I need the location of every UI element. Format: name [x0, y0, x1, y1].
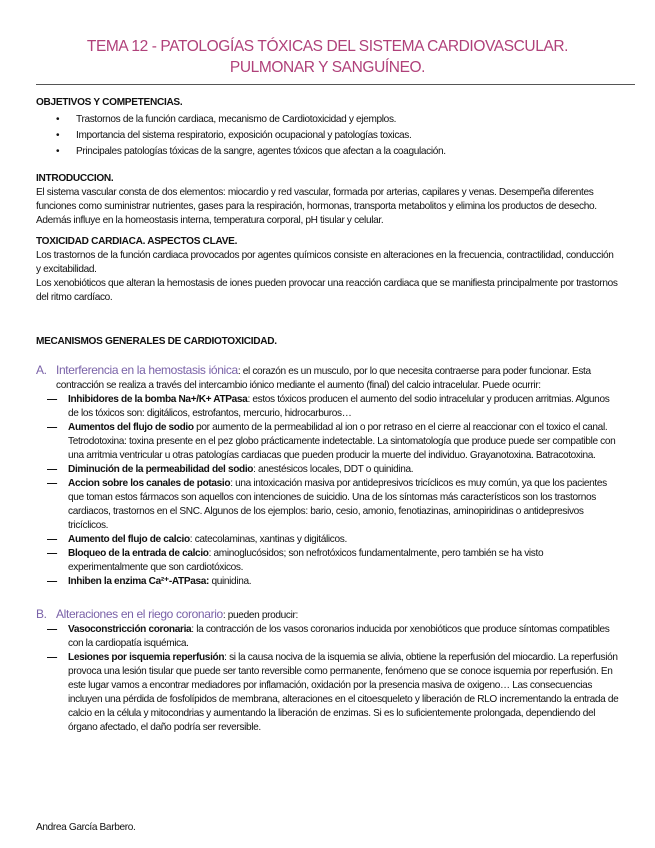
item-term: Inhibidores de la bomba Na+/K+ ATPasa	[68, 394, 248, 405]
item-text: : anestésicos locales, DDT o quinidina.	[253, 464, 414, 475]
item-term: Accion sobre los canales de potasio	[68, 478, 231, 489]
item-term: Bloqueo de la entrada de calcio	[68, 548, 209, 559]
section-a-title: Interferencia en la hemostasis iónica	[56, 363, 238, 377]
item-term: Diminución de la permeabilidad del sodio	[68, 464, 254, 475]
list-item: • Trastornos de la función cardiaca, mecanismo de Cardiotoxicidad y ejemplos.	[36, 112, 620, 128]
toxicidad-heading: TOXICIDAD CARDIACA. ASPECTOS CLAVE.	[36, 236, 238, 247]
document-body	[36, 96, 620, 735]
item-term: Aumento del flujo de calcio	[68, 534, 190, 545]
list-item	[36, 575, 620, 589]
item-text: quinidina.	[209, 576, 252, 587]
list-item	[36, 463, 620, 477]
item-text: : aminoglucósidos; son nefrotóxicos fundamentalmente, pero también se ha visto experimentalmente que son cardiotóxicos.	[68, 548, 544, 573]
list-item	[36, 651, 620, 735]
list-item: • Importancia del sistema respiratorio, exposición ocupacional y patologías toxicas.	[36, 128, 620, 144]
objetivos-heading: OBJETIVOS Y COMPETENCIAS.	[36, 97, 183, 108]
section-a-letter: A.	[36, 363, 47, 377]
toxicidad-paragraph-2: Los xenobióticos que alteran la hemostasis de iones pueden provocar una reacción cardiaca que se manifiesta principalmente por trastornos del ritmo cardíaco.	[36, 278, 618, 303]
list-item: • Principales patologías tóxicas de la sangre, agentes tóxicos que afectan a la coagulación.	[36, 144, 620, 160]
item-term: Lesiones por isquemia reperfusión	[68, 652, 225, 663]
item-term: Inhiben la enzima Ca²⁺-ATPasa:	[68, 576, 210, 587]
item-text: : la contracción de los vasos coronarios inducida por xenobióticos que produce síntomas compatibles con la cardiopatía isquémica.	[68, 624, 610, 649]
author-footer: Andrea García Barbero.	[36, 822, 136, 833]
item-term: Aumentos del flujo de sodio	[68, 422, 194, 433]
section-b-title: Alteraciones en el riego coronario	[56, 607, 223, 621]
title-line-2: PULMONAR Y SANGUÍNEO.	[229, 59, 426, 76]
list-item	[36, 421, 620, 463]
section-a	[36, 363, 620, 393]
section-a-intro: : el corazón es un musculo, por lo que necesita contraerse para poder funcionar. Esta contracción se realiza a través del intercambio iónico mediante el aumento (final) del calcio intracelular. Puede ocurrir:	[56, 366, 591, 391]
item-text: : si la causa nociva de la isquemia se alivia, obtiene la reperfusión del miocardio. La reperfusión provoca una lesión tisular que puede ser tanto reversible como permanente, fenómeno que se conoce isquemia por reperfusión. En este lugar vamos a encontrar mediadores por inflamación, oxidación por la presencia masiva de oxigeno… Las consecuencias incluyen una pérdida de fosfolípidos de membrana, alteraciones en el citoesqueleto y liberación de RLO incrementando la entrada de calcio en la célula y mitocondrias y aumentando la liberación de enzimas. Si es lo suficientemente prolongada, dependiendo del órgano afectado, el daño podría ser reversible.	[68, 652, 619, 733]
mecanismos-heading: MECANISMOS GENERALES DE CARDIOTOXICIDAD.	[36, 336, 277, 347]
list-item	[36, 477, 620, 533]
objetivos-list	[36, 112, 620, 160]
list-item	[36, 547, 620, 575]
item-text: : estos tóxicos producen el aumento del sodio intracelular y producen arritmias. Algunos de los tóxicos son: digitálicos, estrofantos, mercurio, hidrocarburos…	[68, 394, 610, 419]
title-divider	[36, 84, 635, 85]
section-b-letter: B.	[36, 607, 47, 621]
toxicidad-paragraph-1: Los trastornos de la función cardiaca provocados por agentes químicos consiste en alteraciones en la frecuencia, contractilidad, conducción y excitabilidad.	[36, 250, 614, 275]
item-text: por aumento de la permeabilidad al ion o por retraso en el cierre al reaccionar con el toxico el canal. Tetrodotoxina: toxina presente en el pez globo prácticamente indetectable. La sintomatología que produce puede ser compatible con una arritmia ventricular u otras patologías cardiacas que pueden producir la muerte del individuo. Grayanotoxina. Batracotoxina.	[68, 422, 616, 461]
section-b	[36, 607, 620, 623]
introduccion-text: El sistema vascular consta de dos elementos: miocardio y red vascular, formada por arterias, capilares y venas. Desempeña diferentes funciones como suministrar nutrientes, gases para la respiración, hormonas, transporta metabolitos y elimina los productos de desecho. Además influye en la homeostasis interna, temperatura corporal, pH tisular y celular.	[36, 187, 597, 226]
item-text: : catecolaminas, xantinas y digitálicos.	[189, 534, 347, 545]
list-item	[36, 533, 620, 547]
list-item	[36, 623, 620, 651]
introduccion-heading: INTRODUCCION.	[36, 173, 114, 184]
page-title	[20, 36, 635, 78]
title-line-1: TEMA 12 - PATOLOGÍAS TÓXICAS DEL SISTEMA CARDIOVASCULAR.	[86, 38, 569, 55]
item-term: Vasoconstricción coronaria	[68, 624, 192, 635]
section-b-intro: : pueden producir:	[222, 610, 298, 621]
list-item	[36, 393, 620, 421]
item-text: : una intoxicación masiva por antidepresivos tricíclicos es muy común, ya que los pacientes que toman estos fármacos son aquellos con intenciones de suicidio. Una de los síntomas más característicos son los trastornos cardiacos, trastornos en el SNC. Algunos de los ejemplos: bario, cesio, amonio, fenotiazinas, aminopiridinas o antidepresivos tricíclicos.	[68, 478, 607, 531]
